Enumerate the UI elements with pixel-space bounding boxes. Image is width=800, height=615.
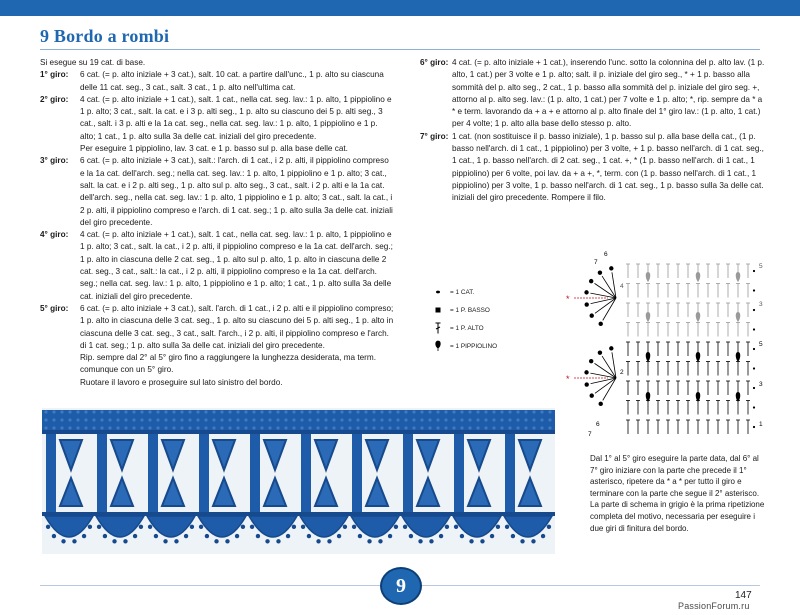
lace-gap (341, 434, 349, 512)
lace-diamond (315, 440, 337, 470)
lace-picot (199, 525, 203, 529)
chain-symbol-icon (430, 288, 446, 296)
lace-scallop (402, 516, 450, 537)
lace-picot (214, 539, 218, 543)
legend-item-picot (430, 337, 540, 355)
crochet-chart-diagram (568, 250, 768, 442)
lace-diamond (162, 440, 184, 470)
lace-gap (239, 434, 247, 512)
chart-picot (598, 270, 602, 274)
lace-diamond (468, 478, 490, 506)
round-label: 2° giro: (40, 94, 69, 104)
round-7 (420, 131, 765, 205)
chart-chain (753, 387, 755, 389)
asterisk-marker-1: * (566, 294, 570, 304)
lace-picot (367, 539, 371, 543)
lace-gap (545, 434, 553, 512)
chart-picot (736, 272, 741, 282)
chart-picot (646, 312, 651, 322)
round-text: 4 cat. (= p. alto iniziale + 1 cat.), inserendo l'unc. sotto la colonnina del p. alto lav. (1 p. alto, 1 cat.) per 3 volte e 1 p. alto; salt. il p. iniziale del giro seg., * + 1 p. basso alla sommità del p. alto seg., 2 cat., 1 p. basso alla sommità del p. iniziale del giro seg. +, attorno al p. alto seg. lav.: (1 p. alto, 1 cat.) per 7 volte e 1 p. alto; *, rip. sempre da * a * e term. lavorando da + a + e attorno al p. alto finale del 1° giro lav.: (1 p. alto, 1 cat.) per 4 volte; 1 p. alto alla base dello stesso p. alto. (452, 58, 765, 129)
lace-diamond (417, 440, 439, 470)
lace-picot (547, 525, 551, 529)
watermark: PassionForum.ru (678, 601, 750, 611)
lace-diamond (519, 478, 541, 506)
title-divider (40, 49, 760, 50)
lace-diamond (468, 440, 490, 470)
lace-picot (480, 539, 484, 543)
lace-picot (225, 539, 229, 543)
chart-chain (753, 348, 755, 350)
round-label: 7° giro: (420, 131, 449, 141)
round-2 (40, 94, 395, 143)
lace-picot (46, 525, 50, 529)
lace-scallop (96, 516, 144, 537)
asterisk-marker-2: * (566, 374, 570, 384)
round-text: 6 cat. (= p. alto iniziale + 3 cat.), salt. 10 cat. a partire dall'unc., 1 p. alto su ciascuna delle 11 cat. seg., 3 cat., salt. 3 cat., 1 p. alto nell'ultima cat. (80, 70, 384, 92)
lace-diamond (366, 478, 388, 506)
lace-picot (265, 539, 269, 543)
lace-diamond (213, 440, 235, 470)
lace-picot (541, 534, 545, 538)
round-note: Rip. sempre dal 2° al 5° giro fino a raggiungere la lunghezza desiderata, ma term. comunque con un 5° giro. (80, 353, 377, 375)
lace-picot (61, 539, 65, 543)
row-number-left: 4 (620, 283, 624, 290)
lace-picot (454, 525, 458, 529)
legend-label: = 1 P. BASSO (450, 306, 490, 314)
crochet-lace-image (42, 408, 555, 554)
chart-picot (696, 352, 701, 362)
lace-diamond (111, 478, 133, 506)
lace-column (148, 434, 158, 512)
chart-fan-stitch (603, 378, 616, 400)
lace-picot (72, 539, 76, 543)
instructions-left-column (40, 57, 395, 389)
lace-picot (531, 539, 535, 543)
lace-picot (418, 539, 422, 543)
chart-picot (584, 290, 588, 294)
round-label: 3° giro: (40, 156, 69, 166)
lace-diamond (519, 440, 541, 470)
chart-chain (753, 289, 755, 291)
lace-picot (174, 539, 178, 543)
lace-diamond (264, 440, 286, 470)
lace-scallop (249, 516, 297, 537)
chart-picot (584, 370, 588, 374)
lace-picot (123, 539, 127, 543)
round-text: 4 cat. (= p. alto iniziale + 1 cat.), salt. 1 cat., nella cat. seg. lav.: 1 p. alto, 1 pippiolino e 1 p. alto; 3 cat., salt. la cat. e i 3 p. alti seg., 1 p. alto su ciascuno dei 5 p. alti seg., 3 cat., salt. i 3 p. alti e la 1a cat. seg., nella cat. seg. lav.: 1 p. alto, 1 pippiolino e 1 p. alto; 1 cat., 1 p. alto sulla 3a delle cat. iniziali del giro precedente. (80, 94, 392, 141)
chart-picot (599, 322, 603, 326)
row-number-right: 1 (759, 421, 763, 428)
round-text: 6 cat. (= p. alto iniziale + 3 cat.), salt. l'arch. di 1 cat., i 2 p. alti e il pippiolino compreso; 1 p. alto in ciascuna delle 3 cat. seg., 1 p. alto su ciascuno dei 5 p. alti seg., 1 p. alto in ciascuna delle 3 cat. seg., 3 cat., salt. l'arch., i 2 p. alti, il pippiolino compreso e l'arch. di 1 cat. seg.; 1 p. alto sulla 3a delle cat. iniziali del giro precedente. (80, 303, 394, 350)
lace-gap (443, 434, 451, 512)
lace-picot (409, 534, 413, 538)
row-number-right: 3 (759, 381, 763, 388)
lace-diamond (162, 478, 184, 506)
lace-picot (505, 525, 509, 529)
chart-picot (589, 279, 593, 283)
lace-column (250, 434, 260, 512)
round-text: 1 cat. (non sostituisce il p. basso iniziale), 1 p. basso sul p. alla base della cat., (1 p. basso nell'arch. di 1 cat., 1 pippiolino) per 3 volte, + 1 p. basso nell'arch. di 1 cat. seg., 1 cat., 1 p. basso nell'arch. di 2 cat. seg., 1 cat. +, * (1 p. basso nell'arch. di 1 cat., 1 pippiolino) per 6 volte, poi lav. da + a +, *, term. con (1 p. basso nell'arch. di 1 cat., 1 pippiolino) per 3 volte, 1 p. basso nell'arch. di 1 cat. seg., 1 p. basso sulla 3a delle cat. iniziali del giro precedente. Rompere il filo. (452, 131, 764, 203)
lace-picot (52, 534, 56, 538)
lace-picot (184, 534, 188, 538)
lace-picot (378, 539, 382, 543)
legend-label: = 1 P. ALTO (450, 324, 484, 332)
chart-chain (753, 328, 755, 330)
chart-chain (753, 309, 755, 311)
legend-item-single (430, 301, 540, 319)
row-number-left: 7 (588, 431, 592, 438)
chart-picot (696, 312, 701, 322)
lace-picot (163, 539, 167, 543)
chart-picot (646, 272, 651, 282)
lace-picot (97, 525, 101, 529)
lace-picot (496, 525, 500, 529)
chart-picot (736, 352, 741, 362)
round-label: 1° giro: (40, 70, 69, 80)
chart-picot (585, 382, 589, 386)
double-crochet-symbol-icon (430, 322, 446, 334)
lace-gap (290, 434, 298, 512)
chart-picot (599, 402, 603, 406)
lace-scallop (351, 516, 399, 537)
lace-picot (327, 539, 331, 543)
lace-picot (358, 534, 362, 538)
lace-scallop (45, 516, 93, 537)
lace-diamond (111, 440, 133, 470)
lace-picot (190, 525, 194, 529)
lace-picot (133, 534, 137, 538)
diagram-caption: Dal 1° al 5° giro eseguire la parte data, dal 6° al 7° giro iniziare con la parte che precede il 1° asterisco, ripetere da * a * per tutto il giro e terminare con la parte che segue il 2° asterisco. La parte di schema in grigio è la prima ripetizione completa del motivo, necessaria per eseguire i due giri di finitura del bordo. (590, 454, 765, 533)
lace-picot (429, 539, 433, 543)
lace-picot (256, 534, 260, 538)
lace-diamond (264, 478, 286, 506)
lace-picot (490, 534, 494, 538)
lace-picot (103, 534, 107, 538)
lace-diamond (60, 478, 82, 506)
top-color-bar (0, 0, 800, 16)
row-number-left: 6 (596, 421, 600, 428)
lace-picot (394, 525, 398, 529)
lace-column (199, 434, 209, 512)
instructions-right-column (420, 57, 765, 205)
round-label: 4° giro: (40, 230, 69, 240)
lace-gap (494, 434, 502, 512)
round-1 (40, 69, 395, 94)
legend-label: = 1 CAT. (450, 288, 475, 296)
lace-column (352, 434, 362, 512)
symbol-legend (430, 283, 540, 355)
legend-label: = 1 PIPPIOLINO (450, 342, 498, 350)
lace-picot (88, 525, 92, 529)
lace-column (97, 434, 107, 512)
lace-column (46, 434, 56, 512)
lace-scallop (300, 516, 348, 537)
lace-picot (250, 525, 254, 529)
lace-scallop (147, 516, 195, 537)
lace-picot (205, 534, 209, 538)
lace-picot (460, 534, 464, 538)
round-label: 5° giro: (40, 303, 69, 313)
row-number-right: 5 (759, 263, 763, 270)
lace-picot (511, 534, 515, 538)
lace-picot (343, 525, 347, 529)
intro-text: Si esegue su 19 cat. di base. (40, 58, 146, 67)
lace-scallop (198, 516, 246, 537)
crochet-border-photo (42, 408, 555, 554)
page-title: 9 Bordo a rombi (40, 26, 170, 46)
pattern-number-badge: 9 (380, 567, 422, 605)
lace-diamond (366, 440, 388, 470)
lace-picot (241, 525, 245, 529)
lace-column (403, 434, 413, 512)
chart-picot (609, 266, 613, 270)
lace-picot (148, 525, 152, 529)
chart-picot (736, 312, 741, 322)
lace-picot (337, 534, 341, 538)
lace-picot (520, 539, 524, 543)
lace-diamond (417, 478, 439, 506)
round-6 (420, 57, 765, 131)
round-text: 6 cat. (= p. alto iniziale + 3 cat.), salt.: l'arch. di 1 cat., i 2 p. alti, il pippiolino compreso e la 1a cat. dell'arch. seg.; nella cat. seg. lav.: 1 p. alto, 1 pippiolino e 1 p. alto; 3 cat., salt. la cat. e i 2 p. alti seg., 1 p. alto sul p. alto seg., 3 cat., salt. i 2 p. alti e la 1a cat. dell'arch. seg., nella cat. seg. lav.: 1 p. alto, 1 pippiolino e 1 p. alto; 3 cat., salt. la cat., i 2 p. alti, il pippiolino compreso e l'arch. di 1 cat. seg.; 1 p. alto sulla 3a delle cat. iniziali del giro precedente. (80, 156, 393, 227)
lace-picot (445, 525, 449, 529)
single-crochet-symbol-icon (430, 306, 446, 314)
lace-picot (286, 534, 290, 538)
lace-picot (82, 534, 86, 538)
lace-gap (137, 434, 145, 512)
chart-picot (598, 350, 602, 354)
lace-picot (469, 539, 473, 543)
lace-diamond (213, 478, 235, 506)
lace-picot (388, 534, 392, 538)
legend-item-double (430, 319, 540, 337)
lace-scallop (453, 516, 501, 537)
lace-diamond (60, 440, 82, 470)
lace-picot (307, 534, 311, 538)
lace-gap (86, 434, 94, 512)
lace-picot (352, 525, 356, 529)
chart-picot (590, 393, 594, 397)
chart-picot (646, 352, 651, 362)
chart-picot (696, 272, 701, 282)
lace-picot (112, 539, 116, 543)
lace-picot (403, 525, 407, 529)
chart-picot (590, 313, 594, 317)
lace-gap (188, 434, 196, 512)
lace-picot (235, 534, 239, 538)
lace-picot (276, 539, 280, 543)
round-note: Ruotare il lavoro e proseguire sul lato sinistro del bordo. (80, 377, 283, 387)
round-text: 4 cat. (= p. alto iniziale + 1 cat.), salt. 1 cat., nella cat. seg. lav.: 1 p. alto, 1 pippiolino e 1 p. alto; 3 cat., salt. la cat., i 2 p. alti, il pippiolino compreso e la 1a cat. dell'arch. seg.; 1 p. alto in ciascuna delle 2 cat. seg., 1 p. alto sul p. alto, 1 p. alto in ciascuna delle 2 cat. seg., 3 cat., salt.: la cat., i 2 p. alti, il pippiolino compreso e la 1a cat. dell'arch. seg.; nella cat. seg. lav.: 1 p. alto, 1 pippiolino e 1 p. alto; 1 cat., 1 p. alto sulla 3a delle cat. iniziali del giro precedente. (80, 230, 393, 301)
lace-picot (154, 534, 158, 538)
chart-chain (753, 406, 755, 408)
round-label: 6° giro: (420, 58, 449, 67)
lace-picot (316, 539, 320, 543)
lace-column (301, 434, 311, 512)
chart-picot (589, 359, 593, 363)
round-3 (40, 155, 395, 229)
row-number-left: 7 (594, 259, 598, 266)
row-number-left: 6 (604, 251, 608, 258)
lace-column (505, 434, 515, 512)
row-number-right: 3 (759, 301, 763, 308)
row-number-right: 5 (759, 341, 763, 348)
row-number-left: 2 (620, 369, 624, 376)
chart-chain (753, 426, 755, 428)
lace-picot (292, 525, 296, 529)
lace-scallop (504, 516, 552, 537)
chart-picot (609, 346, 613, 350)
lace-picot (139, 525, 143, 529)
lace-picot (301, 525, 305, 529)
round-5 (40, 303, 395, 352)
lace-picot (439, 534, 443, 538)
lace-column (454, 434, 464, 512)
page-number: 147 (735, 590, 752, 601)
legend-item-chain (430, 283, 540, 301)
round-4 (40, 229, 395, 303)
chart-chain (753, 270, 755, 272)
lace-diamond (315, 478, 337, 506)
crochet-chart-svg (568, 250, 768, 442)
round-note: Per eseguire 1 pippiolino, lav. 3 cat. e 1 p. basso sul p. alla base delle cat. (80, 144, 348, 154)
lace-gap (392, 434, 400, 512)
chart-fan-stitch (603, 298, 616, 320)
picot-symbol-icon (430, 340, 446, 352)
chart-chain (753, 367, 755, 369)
chart-picot (585, 302, 589, 306)
